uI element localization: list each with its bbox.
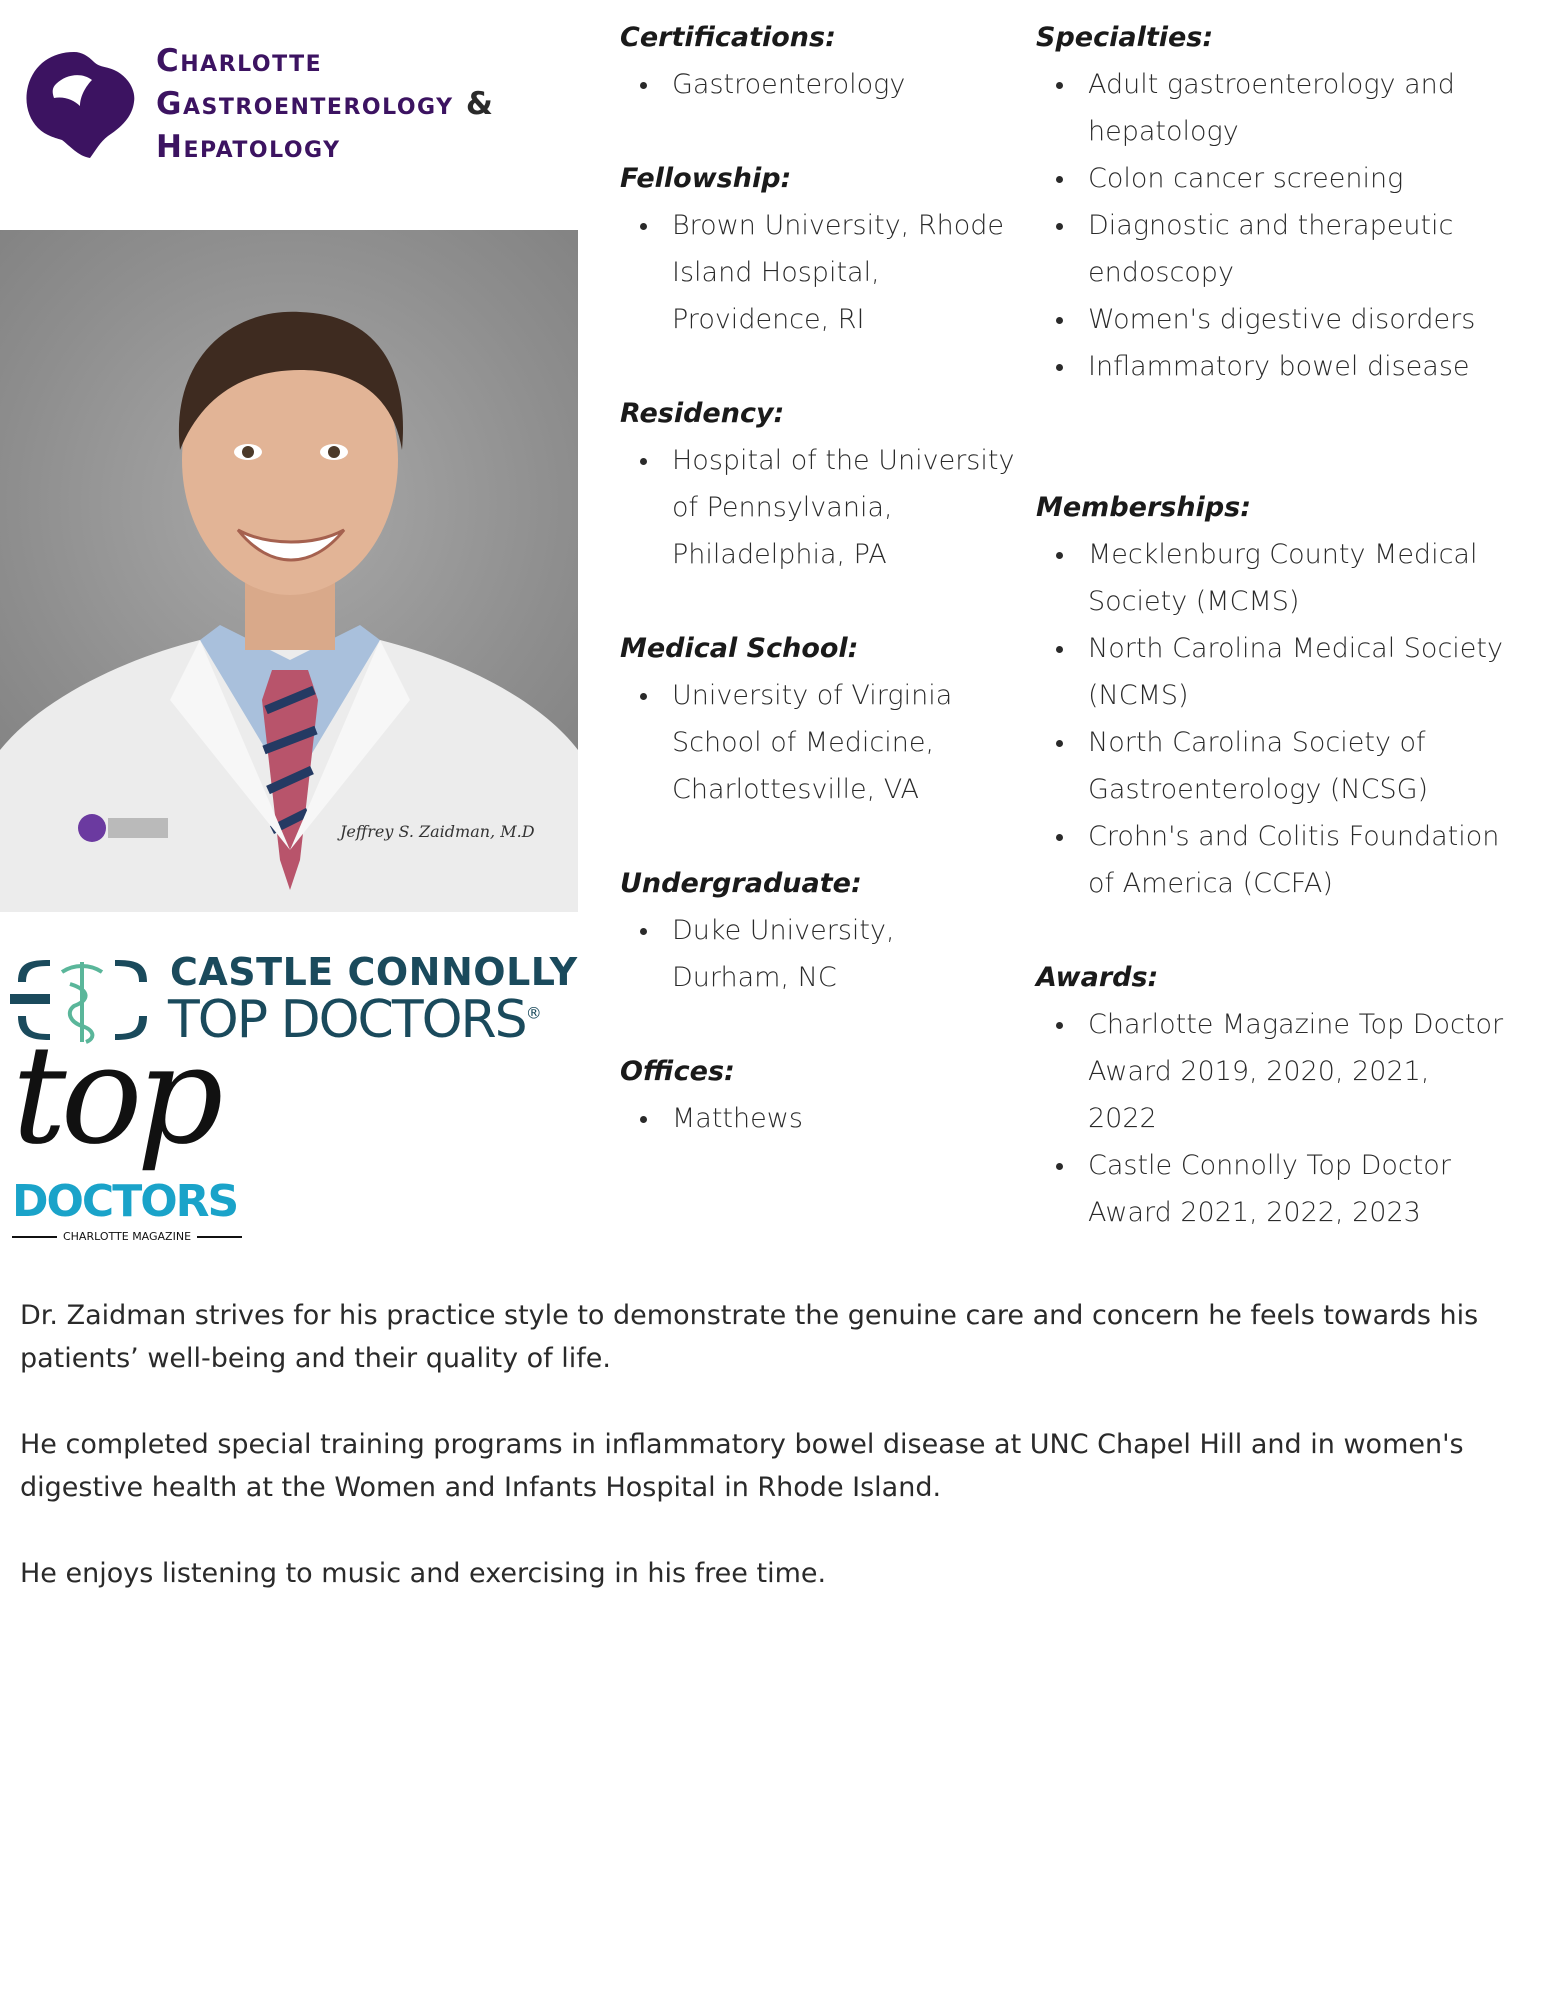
list-item: North Carolina Society of Gastroenterology (NCSG) bbox=[1036, 719, 1506, 813]
undergraduate-section bbox=[620, 860, 1015, 1001]
residency-section bbox=[620, 390, 1015, 578]
top-doctors-magazine-label: CHARLOTTE MAGAZINE bbox=[62, 1230, 192, 1243]
credentials-column bbox=[620, 14, 1015, 1142]
coat-signature: Jeffrey S. Zaidman, M.D bbox=[340, 822, 535, 841]
list-item: Gastroenterology bbox=[620, 61, 1015, 108]
memberships-heading: Memberships: bbox=[1036, 492, 1252, 523]
medical-school-section bbox=[620, 625, 1015, 813]
specialties-heading: Specialties: bbox=[1036, 22, 1214, 53]
list-item: North Carolina Medical Society (NCMS) bbox=[1036, 625, 1506, 719]
certifications-heading: Certifications: bbox=[620, 22, 836, 53]
undergraduate-heading: Undergraduate: bbox=[620, 868, 862, 899]
certifications-section bbox=[620, 14, 1015, 108]
practice-name-line3: Hepatology bbox=[156, 129, 341, 165]
list-item: Hospital of the University of Pennsylvania, Philadelphia, PA bbox=[620, 437, 1015, 578]
bio-text bbox=[20, 1294, 1520, 1638]
residency-heading: Residency: bbox=[620, 398, 785, 429]
fellowship-section bbox=[620, 155, 1015, 343]
top-doctors-doctors: DOCTORS bbox=[12, 1176, 238, 1227]
top-doctors-badge bbox=[12, 1017, 252, 1243]
doctor-photo bbox=[0, 230, 578, 912]
offices-section bbox=[620, 1048, 1015, 1142]
bio-paragraph-1: Dr. Zaidman strives for his practice style to demonstrate the genuine care and concern he feels towards his patients’ well-being and their quality of life. bbox=[20, 1300, 1479, 1374]
list-item: Colon cancer screening bbox=[1036, 155, 1506, 202]
castle-connolly-line2 bbox=[168, 990, 540, 1050]
doctor-portrait-icon bbox=[0, 230, 578, 912]
medical-school-heading: Medical School: bbox=[620, 633, 859, 664]
list-item: Diagnostic and therapeutic endoscopy bbox=[1036, 202, 1506, 296]
list-item: University of Virginia School of Medicine, Charlottesville, VA bbox=[620, 672, 1015, 813]
castle-connolly-line1: CASTLE CONNOLLY bbox=[170, 950, 578, 994]
list-item: Brown University, Rhode Island Hospital, Providence, RI bbox=[620, 202, 1015, 343]
list-item: Adult gastroenterology and hepatology bbox=[1036, 61, 1506, 155]
top-doctors-magazine bbox=[12, 1230, 242, 1243]
practice-name-line2: Gastroenterology bbox=[156, 86, 454, 122]
practice-name-amp: & bbox=[465, 86, 495, 122]
practice-name-line1: Charlotte bbox=[156, 43, 323, 79]
list-item: Charlotte Magazine Top Doctor Award 2019, 2020, 2021, 2022 bbox=[1036, 1001, 1506, 1142]
list-item: Crohn's and Colitis Foundation of America (CCFA) bbox=[1036, 813, 1506, 907]
top-doctors-top: top bbox=[12, 1017, 218, 1175]
registered-mark: ® bbox=[525, 1003, 540, 1023]
list-item: Inflammatory bowel disease bbox=[1036, 343, 1506, 390]
castle-connolly-line2-text: TOP DOCTORS bbox=[168, 990, 526, 1050]
bio-paragraph-2: He completed special training programs in inflammatory bowel disease at UNC Chapel Hill and in women's digestive health at the Women and Infants Hospital in Rhode Island. bbox=[20, 1429, 1464, 1503]
awards-section bbox=[1036, 954, 1506, 1236]
practice-name bbox=[156, 40, 494, 169]
specialties-section bbox=[1036, 14, 1506, 390]
memberships-section bbox=[1036, 484, 1506, 907]
list-item: Women's digestive disorders bbox=[1036, 296, 1506, 343]
list-item: Matthews bbox=[620, 1095, 1015, 1142]
awards-heading: Awards: bbox=[1036, 962, 1159, 993]
practice-logo bbox=[22, 40, 542, 170]
list-item: Duke University, Durham, NC bbox=[620, 907, 1015, 1001]
offices-heading: Offices: bbox=[620, 1056, 735, 1087]
logo-mark-icon bbox=[22, 44, 137, 162]
specialties-column bbox=[1036, 14, 1506, 1236]
bio-paragraph-3: He enjoys listening to music and exercising in his free time. bbox=[20, 1558, 827, 1589]
fellowship-heading: Fellowship: bbox=[620, 163, 792, 194]
list-item: Castle Connolly Top Doctor Award 2021, 2022, 2023 bbox=[1036, 1142, 1506, 1236]
list-item: Mecklenburg County Medical Society (MCMS) bbox=[1036, 531, 1506, 625]
